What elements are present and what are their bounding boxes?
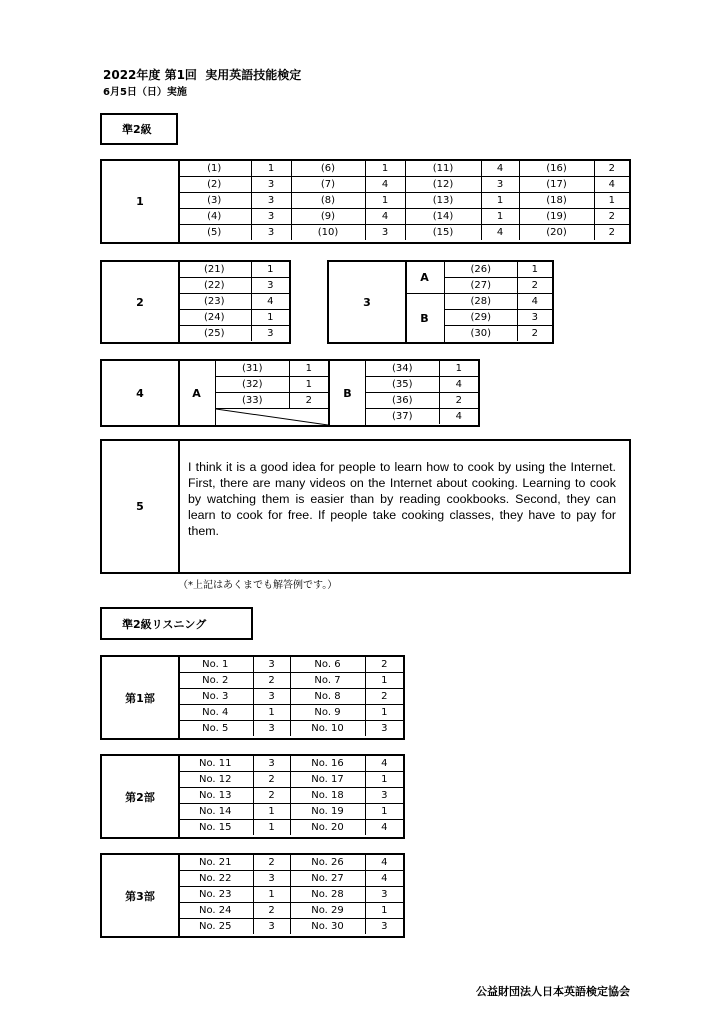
- question-number: (20): [519, 225, 594, 241]
- answer-cell: 4: [365, 209, 405, 225]
- section-3: [327, 260, 554, 344]
- section-5-label: 5: [102, 441, 180, 572]
- table-row: [178, 225, 629, 241]
- answer-cell: 2: [253, 903, 290, 919]
- question-number: (19): [519, 209, 594, 225]
- table-row: [178, 177, 629, 193]
- answer-cell: 2: [253, 855, 290, 871]
- question-number: (35): [366, 377, 439, 393]
- table-row: [178, 903, 403, 919]
- listening-part-1: [100, 655, 405, 740]
- question-number: (33): [216, 393, 289, 409]
- answer-cell: 1: [253, 820, 290, 836]
- question-number: (26): [445, 262, 517, 278]
- table-row: [178, 310, 289, 326]
- answer-cell: 2: [594, 225, 629, 241]
- table-row: [366, 393, 478, 409]
- question-number: No. 2: [178, 673, 253, 689]
- question-number: (27): [445, 278, 517, 294]
- table-row: [178, 804, 403, 820]
- section-1-label: 1: [102, 161, 180, 242]
- answer-cell: 4: [481, 161, 519, 177]
- answer-cell: 2: [517, 326, 552, 342]
- answer-cell: 4: [365, 177, 405, 193]
- answer-cell: 3: [251, 326, 289, 342]
- table-row: [445, 294, 552, 310]
- answer-cell: 3: [365, 919, 403, 935]
- question-number: (31): [216, 361, 289, 377]
- section-2-table: [178, 262, 289, 341]
- question-number: (14): [405, 209, 481, 225]
- question-number: No. 18: [290, 788, 365, 804]
- question-number: No. 19: [290, 804, 365, 820]
- answer-cell: 4: [365, 756, 403, 772]
- question-number: (4): [178, 209, 251, 225]
- answer-cell: 3: [481, 177, 519, 193]
- grade-label-box: [100, 113, 178, 145]
- question-number: No. 12: [178, 772, 253, 788]
- answer-cell: 4: [365, 855, 403, 871]
- question-number: (18): [519, 193, 594, 209]
- answer-cell: 3: [253, 756, 290, 772]
- answer-cell: 1: [365, 705, 403, 721]
- table-row: [178, 721, 403, 737]
- answer-cell: 4: [439, 409, 478, 425]
- question-number: No. 22: [178, 871, 253, 887]
- table-row: [178, 161, 629, 177]
- question-number: No. 23: [178, 887, 253, 903]
- table-row: [178, 657, 403, 673]
- listening-part-2: [100, 754, 405, 839]
- table-row: [216, 361, 328, 377]
- table-row: [178, 772, 403, 788]
- listening-part-1-label: 第1部: [102, 657, 180, 738]
- question-number: No. 8: [290, 689, 365, 705]
- question-number: (21): [178, 262, 251, 278]
- answer-cell: 3: [253, 689, 290, 705]
- section-4-label: 4: [102, 361, 180, 425]
- answer-cell: 4: [517, 294, 552, 310]
- answer-cell: 1: [289, 377, 328, 393]
- table-row: [445, 278, 552, 294]
- table-row: [366, 409, 478, 425]
- answer-cell: 3: [517, 310, 552, 326]
- section-4b-table: [366, 361, 478, 424]
- question-number: (22): [178, 278, 251, 294]
- table-row: [178, 278, 289, 294]
- answer-cell: 1: [253, 804, 290, 820]
- listening-part-2-table: [178, 756, 403, 835]
- question-number: (24): [178, 310, 251, 326]
- question-number: (13): [405, 193, 481, 209]
- answer-cell: 2: [365, 657, 403, 673]
- grade-label: 準2級: [122, 123, 152, 136]
- answer-cell: 1: [365, 161, 405, 177]
- listening-part-3-label: 第3部: [102, 855, 180, 936]
- answer-cell: 3: [251, 177, 291, 193]
- table-row: [178, 689, 403, 705]
- answer-cell: 1: [365, 772, 403, 788]
- question-number: (25): [178, 326, 251, 342]
- answer-cell: 2: [594, 161, 629, 177]
- question-number: (28): [445, 294, 517, 310]
- question-number: No. 30: [290, 919, 365, 935]
- table-row: [366, 361, 478, 377]
- question-number: (10): [291, 225, 365, 241]
- section-4-part-b: B: [328, 361, 366, 425]
- answer-cell: 4: [481, 225, 519, 241]
- section-3-part-a: A: [405, 262, 445, 294]
- table-row: [178, 262, 289, 278]
- table-row: [178, 887, 403, 903]
- answer-cell: 1: [365, 804, 403, 820]
- question-number: (9): [291, 209, 365, 225]
- question-number: (23): [178, 294, 251, 310]
- answer-cell: 3: [365, 225, 405, 241]
- question-number: (11): [405, 161, 481, 177]
- answer-cell: 1: [251, 262, 289, 278]
- question-number: No. 25: [178, 919, 253, 935]
- sample-answer-note: （*上記はあくまでも解答例です。）: [178, 580, 338, 591]
- answer-cell: 4: [251, 294, 289, 310]
- table-row: [178, 209, 629, 225]
- answer-cell: 1: [439, 361, 478, 377]
- question-number: No. 5: [178, 721, 253, 737]
- answer-cell: 1: [289, 361, 328, 377]
- question-number: No. 20: [290, 820, 365, 836]
- answer-cell: 1: [251, 161, 291, 177]
- table-row: [178, 705, 403, 721]
- question-number: (5): [178, 225, 251, 241]
- listening-label: 準2級リスニング: [122, 617, 207, 631]
- table-row: [445, 310, 552, 326]
- answer-cell: 1: [251, 310, 289, 326]
- section-4: [100, 359, 480, 427]
- section-3-label: 3: [329, 262, 407, 342]
- section-1: [100, 159, 631, 244]
- question-number: No. 28: [290, 887, 365, 903]
- table-row: [445, 262, 552, 278]
- answer-cell: 1: [594, 193, 629, 209]
- table-row: [178, 756, 403, 772]
- question-number: No. 1: [178, 657, 253, 673]
- answer-cell: 3: [365, 788, 403, 804]
- question-number: No. 7: [290, 673, 365, 689]
- question-number: No. 17: [290, 772, 365, 788]
- question-number: (2): [178, 177, 251, 193]
- question-number: (3): [178, 193, 251, 209]
- answer-cell: 1: [481, 193, 519, 209]
- question-number: (15): [405, 225, 481, 241]
- table-row: [178, 326, 289, 342]
- question-number: (7): [291, 177, 365, 193]
- answer-cell: 2: [439, 393, 478, 409]
- table-row: [178, 871, 403, 887]
- answer-cell: 2: [365, 689, 403, 705]
- answer-cell: 3: [365, 721, 403, 737]
- section-3-part-b: B: [405, 294, 445, 342]
- listening-part-3-table: [178, 855, 403, 934]
- answer-cell: 3: [253, 871, 290, 887]
- table-row: [216, 393, 328, 409]
- question-number: (16): [519, 161, 594, 177]
- question-number: No. 14: [178, 804, 253, 820]
- answer-cell: 3: [253, 657, 290, 673]
- answer-cell: 3: [251, 225, 291, 241]
- question-number: (12): [405, 177, 481, 193]
- publisher-footer: 公益財団法人日本英語検定協会: [476, 985, 630, 998]
- listening-part-3: [100, 853, 405, 938]
- answer-cell: 2: [253, 788, 290, 804]
- question-number: (17): [519, 177, 594, 193]
- question-number: No. 4: [178, 705, 253, 721]
- answer-cell: 1: [365, 903, 403, 919]
- question-number: No. 27: [290, 871, 365, 887]
- answer-cell: 3: [251, 209, 291, 225]
- section-3-table: [445, 262, 552, 341]
- question-number: No. 26: [290, 855, 365, 871]
- answer-cell: 2: [517, 278, 552, 294]
- answer-cell: 4: [594, 177, 629, 193]
- answer-cell: 4: [439, 377, 478, 393]
- table-row: [178, 820, 403, 836]
- listening-label-box: [100, 607, 253, 640]
- answer-cell: 3: [365, 887, 403, 903]
- blank-cell-slash: [216, 409, 328, 425]
- question-number: (30): [445, 326, 517, 342]
- essay-answer: I think it is a good idea for people to learn how to cook by using the Internet. First, there are many videos on the Internet about cooking. Learning to cook by watching them is easier than by reading cookbooks. Second, they can learn to cook for free. If people take cooking classes, they have to pay for them.: [188, 460, 616, 538]
- answer-cell: 2: [594, 209, 629, 225]
- answer-cell: 1: [365, 673, 403, 689]
- answer-cell: 2: [253, 772, 290, 788]
- answer-cell: 2: [289, 393, 328, 409]
- question-number: No. 24: [178, 903, 253, 919]
- answer-cell: 1: [365, 193, 405, 209]
- question-number: No. 10: [290, 721, 365, 737]
- table-row: [178, 294, 289, 310]
- answer-cell: 1: [481, 209, 519, 225]
- answer-cell: 1: [253, 887, 290, 903]
- question-number: (37): [366, 409, 439, 425]
- table-row: [178, 919, 403, 935]
- question-number: No. 6: [290, 657, 365, 673]
- listening-part-2-label: 第2部: [102, 756, 180, 837]
- question-number: No. 13: [178, 788, 253, 804]
- section-4-part-a: A: [178, 361, 216, 425]
- question-number: No. 11: [178, 756, 253, 772]
- answer-cell: 3: [251, 278, 289, 294]
- table-row: [216, 377, 328, 393]
- question-number: (6): [291, 161, 365, 177]
- question-number: No. 16: [290, 756, 365, 772]
- question-number: (34): [366, 361, 439, 377]
- answer-cell: 1: [517, 262, 552, 278]
- section-1-table: [178, 161, 629, 240]
- question-number: (29): [445, 310, 517, 326]
- table-row: [445, 326, 552, 342]
- section-2-label: 2: [102, 262, 180, 342]
- answer-cell: 1: [253, 705, 290, 721]
- question-number: No. 21: [178, 855, 253, 871]
- table-row: [178, 193, 629, 209]
- listening-part-1-table: [178, 657, 403, 736]
- table-row: [366, 377, 478, 393]
- answer-cell: 3: [251, 193, 291, 209]
- question-number: (1): [178, 161, 251, 177]
- answer-cell: 2: [253, 673, 290, 689]
- table-row: [178, 788, 403, 804]
- answer-cell: 4: [365, 871, 403, 887]
- question-number: No. 3: [178, 689, 253, 705]
- question-number: No. 9: [290, 705, 365, 721]
- question-number: (36): [366, 393, 439, 409]
- section-2: [100, 260, 291, 344]
- answer-cell: 3: [253, 919, 290, 935]
- document-title: 2022年度 第1回 実用英語技能検定: [103, 68, 302, 82]
- answer-cell: 4: [365, 820, 403, 836]
- question-number: (8): [291, 193, 365, 209]
- table-row: [178, 673, 403, 689]
- table-row: [178, 855, 403, 871]
- question-number: No. 15: [178, 820, 253, 836]
- question-number: (32): [216, 377, 289, 393]
- exam-date: 6月5日（日）実施: [103, 87, 187, 98]
- question-number: No. 29: [290, 903, 365, 919]
- answer-cell: 3: [253, 721, 290, 737]
